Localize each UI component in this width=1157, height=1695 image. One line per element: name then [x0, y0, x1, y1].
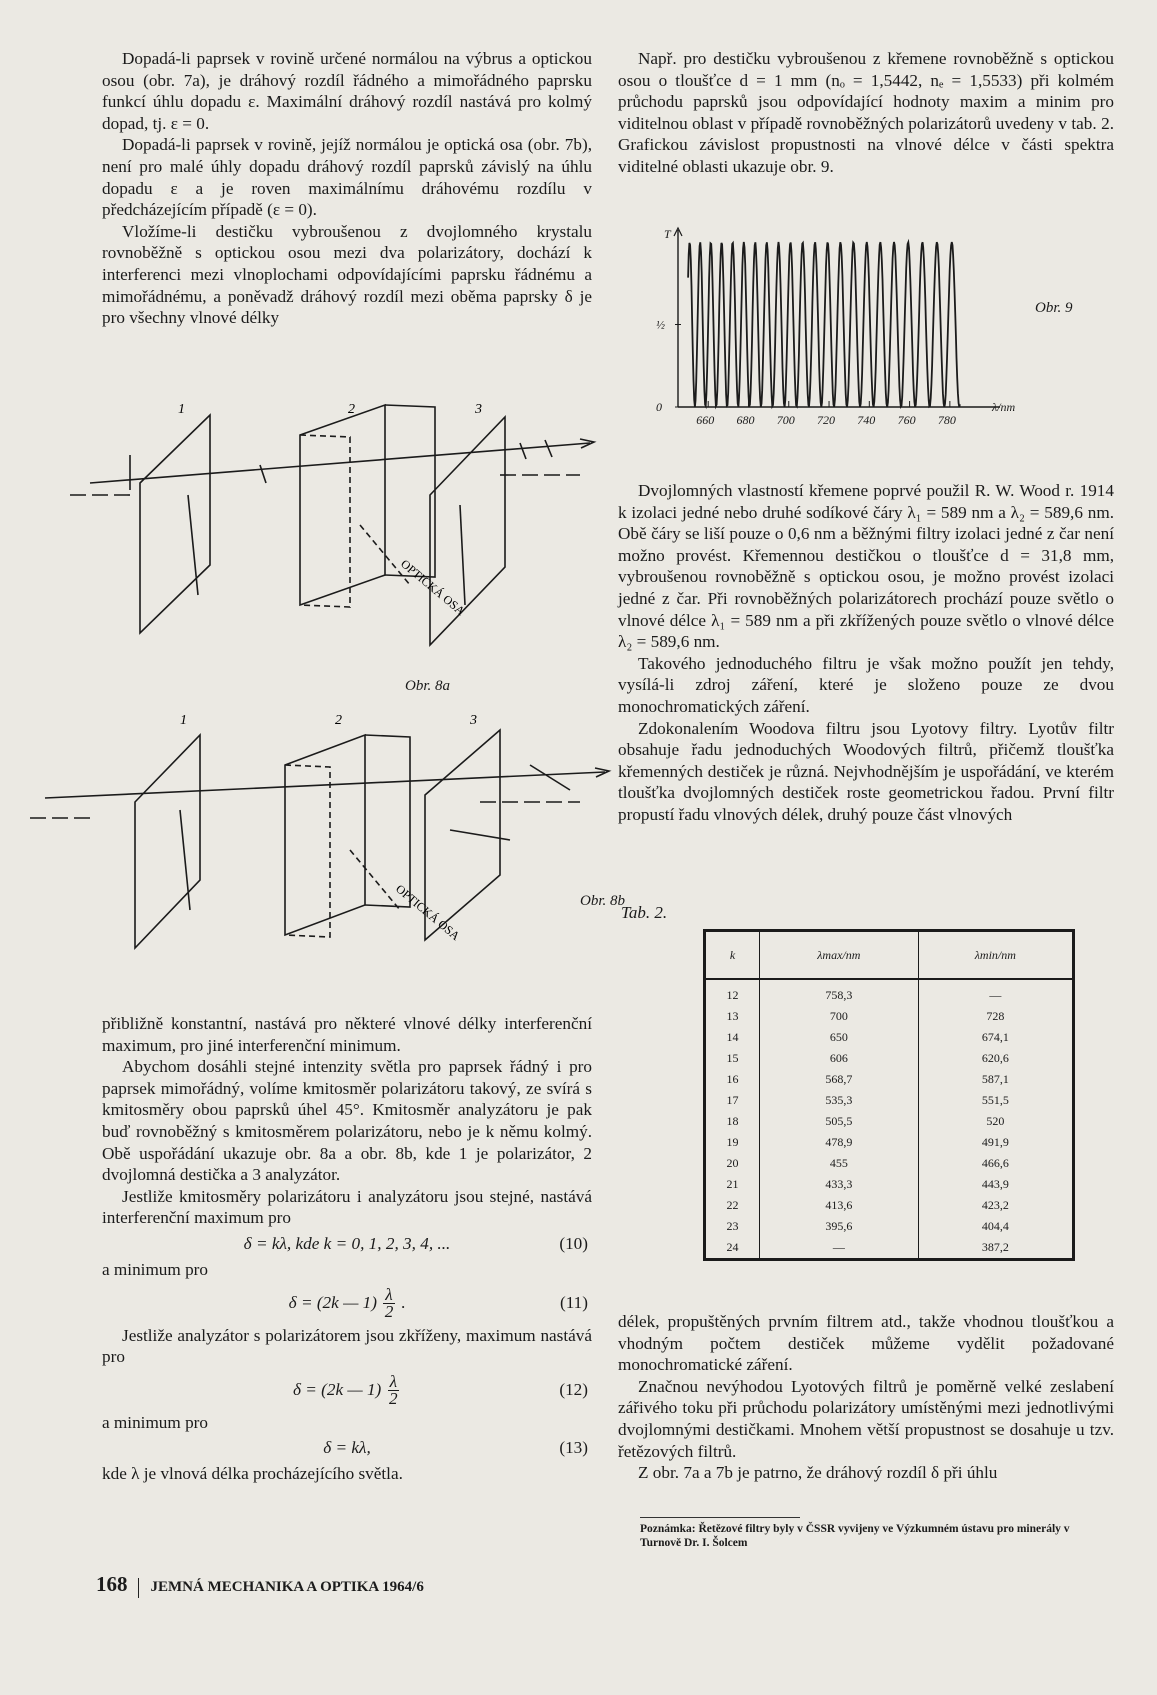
table-cell: 700 — [759, 1006, 918, 1027]
table-cell: 478,9 — [759, 1132, 918, 1153]
label-2: 2 — [335, 713, 342, 728]
paragraph: Značnou nevýhodou Lyotových filtrů je poměrně velké zeslabení zářivého toku při průchodu polarizátory umístěnými mezi jednotlivými dvojlomnými destičkami. Mnohem větší propustnost se dosahuje u tzv. řetězových filtrů. — [618, 1376, 1114, 1461]
paragraph: Jestliže kmitosměry polarizátoru i analyzátoru jsou stejné, nastává interferenční maximum pro — [102, 1186, 592, 1228]
table-cell: 15 — [726, 1051, 739, 1065]
x-tick-label: 700 — [776, 413, 795, 427]
table-header: λmin/nm — [918, 931, 1073, 980]
journal-name: JEMNÁ MECHANIKA A OPTIKA 1964/6 — [150, 1579, 424, 1595]
table-cell: 551,5 — [918, 1090, 1073, 1111]
label-1: 1 — [178, 402, 185, 417]
table-row — [705, 1090, 1074, 1111]
table-cell: 13 — [726, 1009, 739, 1023]
table-cell: — — [918, 979, 1073, 1006]
paragraph: kde λ je vlnová délka procházejícího světla. — [102, 1464, 403, 1484]
table-cell: 535,3 — [759, 1090, 918, 1111]
table-cell: 22 — [726, 1198, 739, 1212]
label-2: 2 — [348, 402, 355, 417]
left-column-lower — [102, 1013, 592, 1485]
table-cell: — — [759, 1237, 918, 1260]
x-tick-label: 780 — [937, 413, 956, 427]
paragraph: přibližně konstantní, nastává pro některé vlnové délky interferenční maximum, pro jiné interferenční minimum. — [102, 1014, 592, 1055]
y-tick-label: 0 — [656, 400, 662, 414]
series-line — [688, 242, 960, 407]
table-row — [705, 1111, 1074, 1132]
table-cell: 395,6 — [759, 1216, 918, 1237]
paragraph: a minimum pro — [102, 1259, 208, 1279]
table-cell: 568,7 — [759, 1069, 918, 1090]
table-cell: 606 — [759, 1048, 918, 1069]
table-row — [705, 1069, 1074, 1090]
table-cell: 620,6 — [918, 1048, 1073, 1069]
label-3: 3 — [475, 402, 482, 417]
optical-axis-label: OPTICKÁ OSA — [393, 881, 463, 944]
left-column — [102, 48, 592, 329]
table-cell: 455 — [759, 1153, 918, 1174]
paragraph: Dopadá-li paprsek v rovině určené normálou na výbrus a optickou osou (obr. 7a), je dráhový rozdíl řádného a mimořádného paprsku funkcí úhlu dopadu ε. Maximální dráhový rozdíl nastává pro kolmý dopad, tj. ε = 0. — [102, 49, 592, 133]
table-cell: 443,9 — [918, 1174, 1073, 1195]
right-column-middle — [618, 480, 1114, 826]
paragraph: Dopadá-li paprsek v rovině, jejíž normálou je optická osa (obr. 7b), není pro malé úhly dopadu dráhový rozdíl paprsků závislý na úhlu dopadu ε a je roven maximálnímu dráhovému rozdílu v předcházejícím případě (ε = 0). — [102, 135, 592, 220]
table-row — [705, 1153, 1074, 1174]
table-row — [705, 1027, 1074, 1048]
figure-8a — [60, 395, 620, 685]
figure-8b — [30, 710, 620, 990]
equation-10: δ = kλ, kde k = 0, 1, 2, 3, 4, ... (10) — [102, 1229, 592, 1259]
footnote: Poznámka: Řetězové filtry byly v ČSSR vyvijeny ve Výzkumném ústavu pro minerály v Turnově Dr. I. Šolcem — [640, 1523, 1070, 1549]
x-tick-label: 720 — [817, 413, 836, 427]
figure-caption: Obr. 8b — [580, 893, 626, 909]
table-cell: 466,6 — [918, 1153, 1073, 1174]
table-cell: 674,1 — [918, 1027, 1073, 1048]
table-caption: Tab. 2. — [621, 903, 668, 922]
table-cell: 16 — [726, 1072, 739, 1086]
equation-13: δ = kλ, (13) — [102, 1433, 592, 1463]
figure-caption: Obr. 9 — [1035, 300, 1073, 316]
figure-caption: Obr. 8a — [405, 678, 451, 694]
divider — [138, 1578, 139, 1598]
table-cell: 19 — [726, 1135, 739, 1149]
paragraph: Např. pro destičku vybroušenou z křemene rovnoběžně s optickou osou o tloušťce d = 1 mm (nₒ = 1,5442, nₑ = 1,5533) při kolmém průchodu paprsků jsou odpovídající hodnoty maxim a minim pro viditelnou oblast v případě rovnoběžných polarizátorů uvedeny v tab. 2. Grafickou závislost propustnosti na vlnové délce v části spektra viditelné oblasti ukazuje obr. 9. — [618, 49, 1114, 176]
paragraph: Z obr. 7a a 7b je patrno, že dráhový rozdíl δ při úhlu — [638, 1463, 998, 1483]
table-header: k — [705, 931, 760, 980]
table-cell: 520 — [918, 1111, 1073, 1132]
paragraph: Zdokonalením Woodova filtru jsou Lyotovy filtry. Lyotův filtr obsahuje řadu jednoduchých Woodových filtrů, přičemž tloušťka křemenných destiček je různá. Nejvhodnějším je uspořádání, ve kterém tloušťka dvojlomných destiček roste geometrickou řadou. První filtr propustí řadu vlnových délek, druhý pouze část vlnových — [618, 718, 1114, 824]
table-cell: 387,2 — [918, 1237, 1073, 1260]
table-cell: 433,3 — [759, 1174, 918, 1195]
table-cell: 505,5 — [759, 1111, 918, 1132]
table-cell: 728 — [918, 1006, 1073, 1027]
fraction: $\frac{\lambda}{2}$ — [384, 1285, 394, 1322]
table-cell: 17 — [726, 1093, 739, 1107]
right-column — [618, 48, 1114, 178]
table-2 — [703, 929, 1075, 1261]
equation-number: (10) — [559, 1233, 588, 1253]
equation-number: (11) — [560, 1292, 588, 1312]
x-axis-label: λ/nm — [992, 400, 1016, 414]
x-tick-label: 760 — [897, 413, 916, 427]
x-tick-label: 740 — [857, 413, 876, 427]
fraction: $\frac{\lambda}{2}$ — [389, 1372, 398, 1409]
table-cell: 21 — [726, 1177, 739, 1191]
equation-11: δ = (2k — 1) $\frac{\lambda}{2}$ . (11) — [102, 1281, 592, 1325]
table-row — [705, 1216, 1074, 1237]
equation-number: (12) — [559, 1379, 588, 1399]
table-cell: 404,4 — [918, 1216, 1073, 1237]
table-cell: 24 — [726, 1240, 739, 1254]
table-row — [705, 1237, 1074, 1260]
paragraph: délek, propuštěných prvním filtrem atd., takže vhodnou tloušťkou a vhodným počtem destiček můžeme vydělit požadované monochromatické záření. — [618, 1312, 1114, 1375]
table-row — [705, 1195, 1074, 1216]
paragraph: Takového jednoduchého filtru je však možno použít jen tehdy, vysílá-li zdroj záření, které je složeno pouze ze dvou monochromatických záření. — [618, 653, 1114, 716]
page-footer — [96, 1572, 424, 1598]
figure-9-chart — [640, 222, 1110, 462]
table-cell: 413,6 — [759, 1195, 918, 1216]
table-cell: 423,2 — [918, 1195, 1073, 1216]
table-row — [705, 1132, 1074, 1153]
paragraph: Dvojlomných vlastností křemene poprvé použil R. W. Wood r. 1914 k izolaci jedné nebo druhé sodíkové čáry λ₁ = 589 nm a λ₂ = 589,6 nm. Obě čáry se liší pouze o 0,6 nm a běžnými filtry izolaci jedné z čar není možno provést. Křemennou destičkou o tloušťce d = 31,8 mm, vybroušenou rovnoběžně s optickou osou, je možno provést izolaci jedné z čar. Při rovnoběžných polarizátorech prochází pouze světlo o vlnové délce λ₁ = 589 nm a při zkřížených pouze světlo o vlnové délce λ₂ = 589,6 nm. — [618, 481, 1114, 652]
paragraph: Jestliže analyzátor s polarizátorem jsou zkříženy, maximum nastává pro — [102, 1325, 592, 1367]
table-cell: 20 — [726, 1156, 739, 1170]
equation-12: δ = (2k — 1) $\frac{\lambda}{2}$ (12) — [102, 1368, 592, 1412]
table-cell: 587,1 — [918, 1069, 1073, 1090]
table-row — [705, 1048, 1074, 1069]
x-tick-label: 660 — [696, 413, 715, 427]
equation-number: (13) — [559, 1438, 588, 1458]
x-tick-label: 680 — [736, 413, 755, 427]
table-header: λmax/nm — [759, 931, 918, 980]
paragraph: Abychom dosáhli stejné intenzity světla pro paprsek řádný i pro paprsek mimořádný, volíme kmitosměr polarizátoru takový, ze svírá s kmitosměry obou paprsků úhel 45°. Kmitosměr analyzátoru je pak buď rovnoběžný s kmitosměrem polarizátoru, nebo je k němu kolmý. Obě uspořádání ukazuje obr. 8a a obr. 8b, kde 1 je polarizátor, 2 dvojlomná destička a 3 analyzátor. — [102, 1057, 592, 1185]
table-cell: 23 — [726, 1219, 739, 1233]
table-cell: 12 — [726, 988, 739, 1002]
y-axis-label: T — [664, 227, 671, 241]
label-3: 3 — [470, 713, 477, 728]
table-cell: 758,3 — [759, 979, 918, 1006]
table-row — [705, 979, 1074, 1006]
footnote-rule — [640, 1517, 800, 1518]
page-number: 168 — [96, 1572, 128, 1596]
right-column-lower — [618, 1311, 1114, 1484]
paragraph: Vložíme-li destičku vybroušenou z dvojlomného krystalu rovnoběžně s optickou osou mezi dva polarizátory, dochází k interferenci mezi vlnoplochami odpovídajícími paprsku řádnému a mimořádnému, a poněvadž dráhový rozdíl mezi oběma paprsky δ je pro všechny vlnové délky — [102, 221, 592, 328]
table-cell: 650 — [759, 1027, 918, 1048]
y-tick-label: ½ — [656, 317, 665, 332]
table-row — [705, 1006, 1074, 1027]
optical-axis-label: OPTICKÁ OSA — [398, 556, 468, 619]
table-row — [705, 1174, 1074, 1195]
table-cell: 18 — [726, 1114, 739, 1128]
paragraph: a minimum pro — [102, 1412, 208, 1432]
table-cell: 491,9 — [918, 1132, 1073, 1153]
table-cell: 14 — [726, 1030, 739, 1044]
label-1: 1 — [180, 713, 187, 728]
